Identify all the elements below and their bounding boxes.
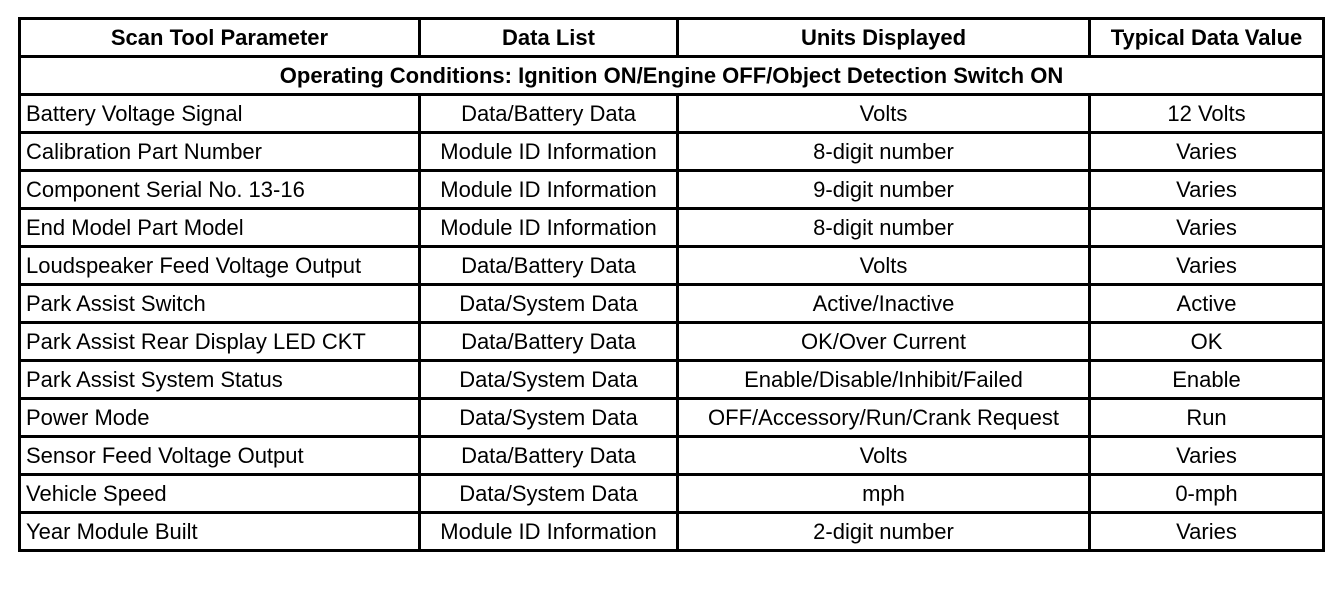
- units-cell: Volts: [678, 95, 1090, 133]
- data-list-cell: Data/System Data: [420, 285, 678, 323]
- header-typical-data-value: Typical Data Value: [1090, 19, 1324, 57]
- units-cell: Volts: [678, 247, 1090, 285]
- header-units-displayed: Units Displayed: [678, 19, 1090, 57]
- table-row: [20, 133, 1324, 171]
- data-list-cell: Module ID Information: [420, 133, 678, 171]
- table-row: [20, 361, 1324, 399]
- parameter-cell: Sensor Feed Voltage Output: [20, 437, 420, 475]
- operating-conditions: Operating Conditions: Ignition ON/Engine OFF/Object Detection Switch ON: [20, 57, 1324, 95]
- typical-value-cell: Varies: [1090, 247, 1324, 285]
- parameter-cell: Component Serial No. 13-16: [20, 171, 420, 209]
- table-row: [20, 209, 1324, 247]
- header-scan-tool-parameter: Scan Tool Parameter: [20, 19, 420, 57]
- units-cell: OK/Over Current: [678, 323, 1090, 361]
- units-cell: 8-digit number: [678, 133, 1090, 171]
- units-cell: Active/Inactive: [678, 285, 1090, 323]
- header-row: [20, 19, 1324, 57]
- parameter-cell: Year Module Built: [20, 513, 420, 551]
- header-data-list: Data List: [420, 19, 678, 57]
- table-row: [20, 95, 1324, 133]
- table-row: [20, 247, 1324, 285]
- table-row: [20, 475, 1324, 513]
- operating-conditions-row: [20, 57, 1324, 95]
- typical-value-cell: Varies: [1090, 133, 1324, 171]
- typical-value-cell: Run: [1090, 399, 1324, 437]
- typical-value-cell: Varies: [1090, 209, 1324, 247]
- table-row: [20, 171, 1324, 209]
- units-cell: Enable/Disable/Inhibit/Failed: [678, 361, 1090, 399]
- data-list-cell: Data/Battery Data: [420, 247, 678, 285]
- typical-value-cell: Active: [1090, 285, 1324, 323]
- parameter-cell: Park Assist System Status: [20, 361, 420, 399]
- units-cell: 8-digit number: [678, 209, 1090, 247]
- parameter-cell: Loudspeaker Feed Voltage Output: [20, 247, 420, 285]
- typical-value-cell: 0-mph: [1090, 475, 1324, 513]
- data-list-cell: Module ID Information: [420, 513, 678, 551]
- typical-value-cell: Enable: [1090, 361, 1324, 399]
- data-list-cell: Data/System Data: [420, 361, 678, 399]
- table-row: [20, 285, 1324, 323]
- table-row: [20, 437, 1324, 475]
- parameter-cell: Battery Voltage Signal: [20, 95, 420, 133]
- units-cell: mph: [678, 475, 1090, 513]
- typical-value-cell: Varies: [1090, 171, 1324, 209]
- parameter-cell: Vehicle Speed: [20, 475, 420, 513]
- units-cell: Volts: [678, 437, 1090, 475]
- scan-tool-data-table-container: [18, 17, 1325, 552]
- data-list-cell: Data/Battery Data: [420, 323, 678, 361]
- data-list-cell: Data/System Data: [420, 399, 678, 437]
- table-row: [20, 323, 1324, 361]
- table-row: [20, 399, 1324, 437]
- typical-value-cell: Varies: [1090, 437, 1324, 475]
- units-cell: OFF/Accessory/Run/Crank Request: [678, 399, 1090, 437]
- parameter-cell: Park Assist Switch: [20, 285, 420, 323]
- units-cell: 2-digit number: [678, 513, 1090, 551]
- parameter-cell: Power Mode: [20, 399, 420, 437]
- scan-tool-data-table: [18, 17, 1325, 552]
- units-cell: 9-digit number: [678, 171, 1090, 209]
- parameter-cell: Calibration Part Number: [20, 133, 420, 171]
- data-list-cell: Data/Battery Data: [420, 95, 678, 133]
- typical-value-cell: 12 Volts: [1090, 95, 1324, 133]
- typical-value-cell: OK: [1090, 323, 1324, 361]
- parameter-cell: Park Assist Rear Display LED CKT: [20, 323, 420, 361]
- data-list-cell: Module ID Information: [420, 171, 678, 209]
- data-list-cell: Data/Battery Data: [420, 437, 678, 475]
- data-list-cell: Module ID Information: [420, 209, 678, 247]
- data-list-cell: Data/System Data: [420, 475, 678, 513]
- typical-value-cell: Varies: [1090, 513, 1324, 551]
- table-row: [20, 513, 1324, 551]
- parameter-cell: End Model Part Model: [20, 209, 420, 247]
